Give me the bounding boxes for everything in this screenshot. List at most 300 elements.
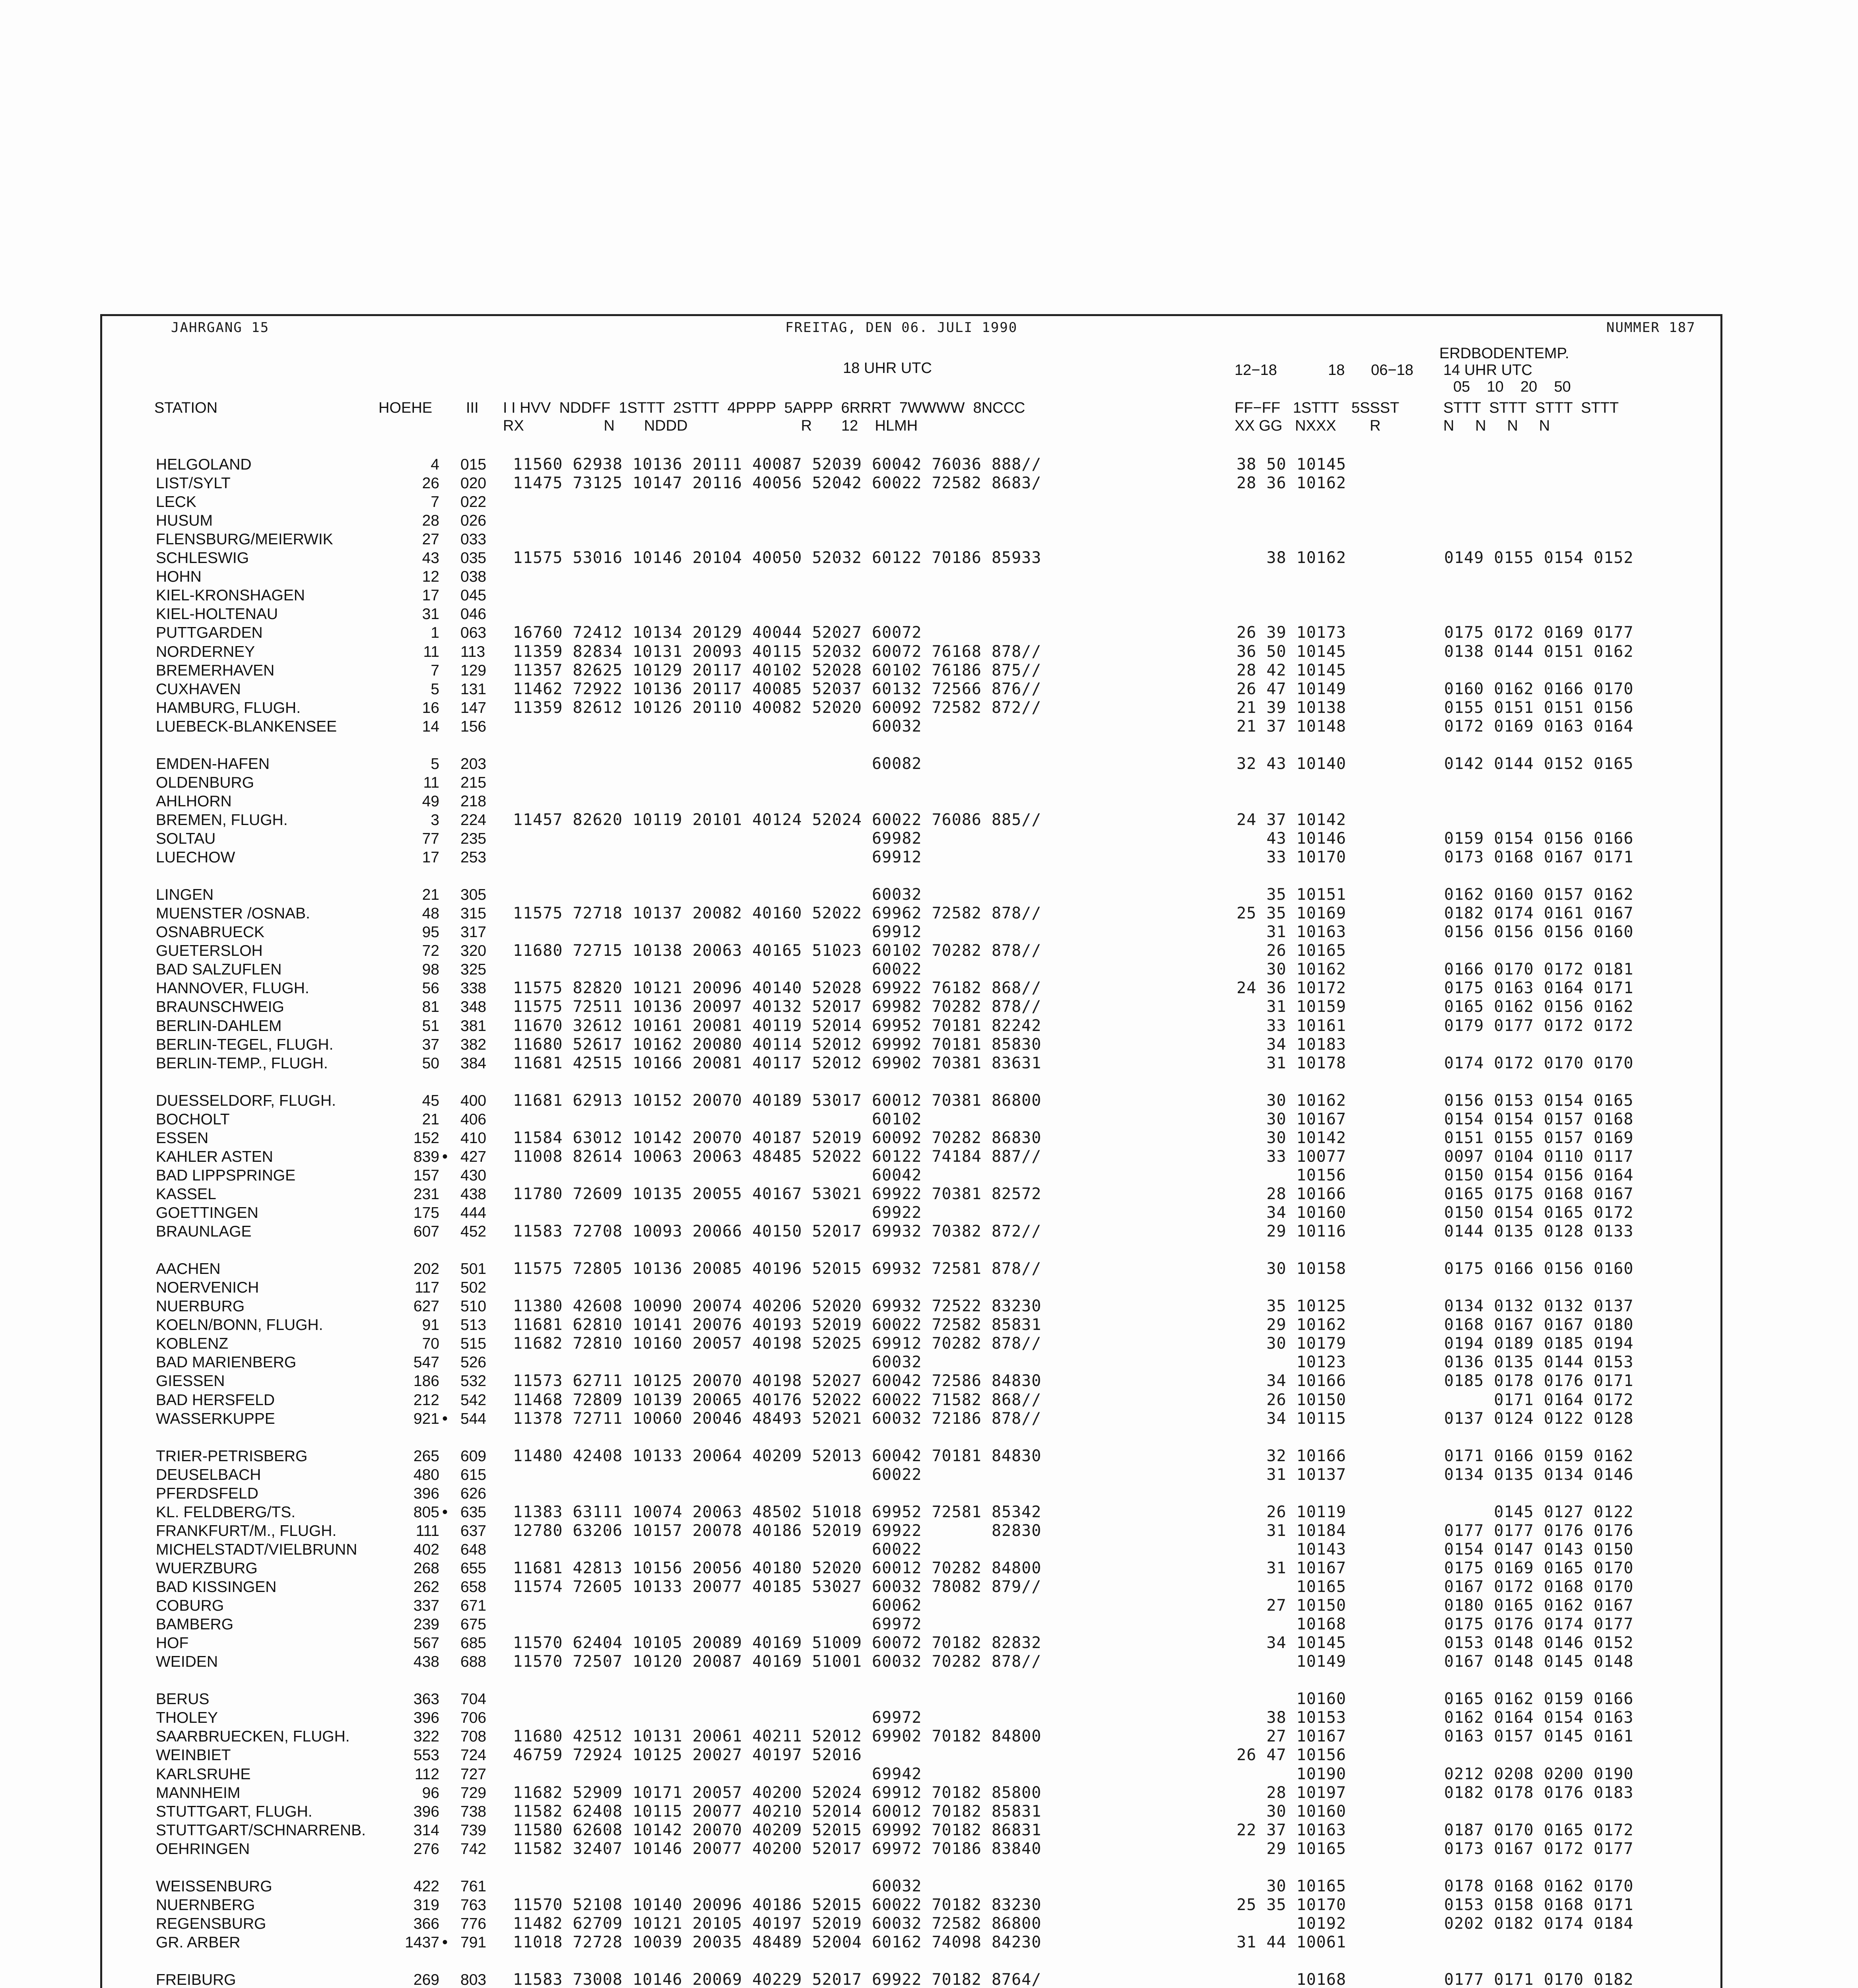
table-row <box>0 1447 1858 1466</box>
extra-groups: 30 10162 <box>1237 1091 1346 1110</box>
table-row <box>0 792 1858 811</box>
table-row <box>0 1971 1858 1988</box>
table-row <box>0 1260 1858 1278</box>
table-row <box>0 493 1858 511</box>
soil-temperatures: 0144 0135 0128 0133 <box>1444 1222 1634 1241</box>
station-index: 729 <box>460 1784 487 1802</box>
station-index: 727 <box>460 1765 487 1783</box>
soil-temperatures: 0155 0151 0151 0156 <box>1444 698 1634 717</box>
station-height: 269 <box>413 1971 439 1988</box>
soil-temperatures: 0173 0167 0172 0177 <box>1444 1839 1634 1858</box>
table-row <box>0 1634 1858 1652</box>
station-index: 129 <box>460 662 487 679</box>
extra-groups: 10156 <box>1237 1166 1346 1184</box>
station-index: 381 <box>460 1017 487 1035</box>
extra-groups: 26 39 10173 <box>1237 623 1346 642</box>
station-height: 7 <box>431 493 439 511</box>
soil-temperatures: 0097 0104 0110 0117 <box>1444 1147 1634 1166</box>
extra-groups: 43 10146 <box>1237 829 1346 848</box>
station-index: 022 <box>460 493 487 511</box>
station-index: 615 <box>460 1466 487 1483</box>
synop-groups: 11468 72809 10139 20065 40176 52022 60022 71582 868// <box>513 1390 1042 1409</box>
station-name: OEHRINGEN <box>156 1840 250 1858</box>
station-height: 96 <box>422 1784 439 1802</box>
synop-groups: 11574 72605 10133 20077 40185 53027 60032 78082 879// <box>513 1578 1042 1596</box>
synop-groups: 11482 62709 10121 20105 40197 52019 60032 72582 86800 <box>513 1914 1042 1933</box>
station-name: BAD KISSINGEN <box>156 1578 277 1596</box>
station-index: 544 <box>460 1410 487 1427</box>
station-height: 48 <box>422 905 439 922</box>
extra-groups: 21 37 10148 <box>1237 717 1346 736</box>
table-row <box>0 829 1858 848</box>
station-name: WUERZBURG <box>156 1559 258 1577</box>
extra-groups: 10168 <box>1237 1615 1346 1634</box>
station-height: 366 <box>413 1915 439 1932</box>
station-name: HOHN <box>156 568 202 586</box>
synop-groups: 60032 <box>513 717 922 736</box>
table-row <box>0 530 1858 549</box>
station-name: KIEL-KRONSHAGEN <box>156 587 305 604</box>
station-index: 542 <box>460 1391 487 1409</box>
synop-groups: 60032 <box>513 1353 922 1372</box>
extra-groups: 22 37 10163 <box>1237 1821 1346 1839</box>
soil-temperatures: 0142 0144 0152 0165 <box>1444 754 1634 773</box>
soil-temperatures: 0175 0163 0164 0171 <box>1444 979 1634 998</box>
synop-groups: 11359 82612 10126 20110 40082 52020 60092 72582 872// <box>513 698 1042 717</box>
soil-temperatures: 0151 0155 0157 0169 <box>1444 1128 1634 1147</box>
station-index: 501 <box>460 1260 487 1278</box>
station-name: DUESSELDORF, FLUGH. <box>156 1092 336 1109</box>
station-index: 738 <box>460 1803 487 1820</box>
soil-depths-label: 05 10 20 50 <box>1453 379 1571 395</box>
station-index: 635 <box>460 1503 487 1521</box>
group-codes-subheader: RX N NDDD R 12 HLMH <box>503 417 918 434</box>
table-row <box>0 643 1858 661</box>
soil-temperatures: 0154 0147 0143 0150 <box>1444 1540 1634 1559</box>
extra-groups: 29 10165 <box>1237 1839 1346 1858</box>
station-height: 402 <box>413 1541 439 1558</box>
station-height: 438 <box>413 1653 439 1671</box>
extra-groups: 38 10162 <box>1237 549 1346 567</box>
station-index: 045 <box>460 587 487 604</box>
mid-codes-subheader: XX GG NXXX R <box>1235 417 1381 434</box>
station-index: 444 <box>460 1204 487 1221</box>
extra-groups: 28 42 10145 <box>1237 661 1346 679</box>
station-name: BAD HERSFELD <box>156 1391 275 1409</box>
synop-groups: 69942 <box>513 1765 922 1783</box>
soil-temperatures: 0153 0158 0168 0171 <box>1444 1895 1634 1914</box>
station-name: AACHEN <box>156 1260 221 1278</box>
synop-groups: 11682 72810 10160 20057 40198 52025 69912 70282 878// <box>513 1334 1042 1353</box>
soil-temperatures: 0138 0144 0151 0162 <box>1444 642 1634 661</box>
soil-temperatures: 0187 0170 0165 0172 <box>1444 1821 1634 1839</box>
station-index: 338 <box>460 980 487 997</box>
period-1218-label: 12−18 <box>1235 362 1277 379</box>
station-index: 015 <box>460 456 487 473</box>
extra-groups: 26 47 10149 <box>1237 679 1346 698</box>
station-name: FREIBURG <box>156 1971 236 1988</box>
table-row <box>0 1652 1858 1671</box>
station-index: 406 <box>460 1110 487 1128</box>
station-index: 452 <box>460 1223 487 1241</box>
extra-groups: 30 10158 <box>1237 1260 1346 1278</box>
station-index: 658 <box>460 1578 487 1596</box>
soil-temperatures: 0137 0124 0122 0128 <box>1444 1409 1634 1428</box>
table-row <box>0 1708 1858 1727</box>
station-index: 637 <box>460 1522 487 1540</box>
station-height: 1437 <box>405 1934 439 1951</box>
station-height: 3 <box>431 811 439 829</box>
table-row <box>0 1690 1858 1708</box>
station-name: BERUS <box>156 1691 210 1708</box>
table-row <box>0 1746 1858 1765</box>
station-height: 276 <box>413 1840 439 1858</box>
table-row <box>0 1278 1858 1297</box>
soil-temperatures: 0165 0162 0159 0166 <box>1444 1690 1634 1708</box>
synop-groups: 60082 <box>513 754 922 773</box>
table-row <box>0 1166 1858 1185</box>
station-index: 502 <box>460 1279 487 1297</box>
soil-temperatures: 0178 0168 0162 0170 <box>1444 1877 1634 1895</box>
soil-temperatures: 0173 0168 0167 0171 <box>1444 848 1634 867</box>
extra-groups: 32 43 10140 <box>1237 754 1346 773</box>
station-index: 063 <box>460 624 487 642</box>
extra-groups: 10160 <box>1237 1690 1346 1708</box>
station-height: 91 <box>422 1316 439 1334</box>
station-index: 776 <box>460 1915 487 1932</box>
station-name: COBURG <box>156 1597 224 1615</box>
station-index: 253 <box>460 849 487 866</box>
erdboden-label: ERDBODENTEMP. <box>1439 345 1569 362</box>
table-row <box>0 549 1858 567</box>
station-index: 215 <box>460 774 487 791</box>
synop-groups: 11575 53016 10146 20104 40050 52032 60122 70186 85933 <box>513 549 1042 567</box>
station-height: 17 <box>422 849 439 866</box>
synop-groups: 11570 62404 10105 20089 40169 51009 60072 70182 82832 <box>513 1634 1042 1652</box>
extra-groups: 30 10162 <box>1237 960 1346 979</box>
soil-temperatures: 0156 0156 0156 0160 <box>1444 923 1634 942</box>
soil-temperatures: 0167 0148 0145 0148 <box>1444 1652 1634 1671</box>
station-name: BRAUNLAGE <box>156 1223 252 1241</box>
extra-groups: 34 10166 <box>1237 1372 1346 1390</box>
station-height: 70 <box>422 1335 439 1353</box>
station-index: 685 <box>460 1635 487 1652</box>
table-row <box>0 979 1858 998</box>
station-height: 81 <box>422 998 439 1016</box>
table-row <box>0 923 1858 942</box>
table-row <box>0 717 1858 736</box>
extra-groups: 33 10170 <box>1237 848 1346 867</box>
soil-temperatures: 0172 0169 0163 0164 <box>1444 717 1634 736</box>
station-height: 314 <box>413 1821 439 1839</box>
station-height: 28 <box>422 512 439 530</box>
station-height: 21 <box>422 1110 439 1128</box>
station-height: 51 <box>422 1017 439 1035</box>
soil-temperatures: 0165 0175 0168 0167 <box>1444 1184 1634 1203</box>
table-row <box>0 1297 1858 1316</box>
station-index: 046 <box>460 606 487 623</box>
synop-groups: 69922 <box>513 1204 922 1222</box>
station-index: 532 <box>460 1373 487 1390</box>
station-name: NOERVENICH <box>156 1279 259 1297</box>
station-index: 315 <box>460 905 487 922</box>
synop-groups: 11582 32407 10146 20077 40200 52017 69972 70186 83840 <box>513 1839 1042 1858</box>
station-height: 21 <box>422 886 439 904</box>
table-row <box>0 1316 1858 1334</box>
table-row <box>0 1409 1858 1428</box>
table-row <box>0 1765 1858 1784</box>
station-name: MUENSTER /OSNAB. <box>156 905 310 922</box>
soil-temperatures: 0174 0172 0170 0170 <box>1444 1054 1634 1072</box>
extra-groups: 38 50 10145 <box>1237 455 1346 474</box>
table-row <box>0 1466 1858 1484</box>
station-name: BAD SALZUFLEN <box>156 961 282 978</box>
station-name: HELGOLAND <box>156 456 252 473</box>
station-index: 131 <box>460 680 487 698</box>
station-height: 627 <box>413 1298 439 1315</box>
station-height: 322 <box>413 1728 439 1745</box>
synop-groups: 69982 <box>513 829 922 848</box>
station-index: 791 <box>460 1934 487 1951</box>
table-row <box>0 811 1858 829</box>
soil-temperatures: 0162 0164 0154 0163 <box>1444 1708 1634 1727</box>
extra-groups: 10143 <box>1237 1540 1346 1559</box>
soil-temperatures: 0177 0171 0170 0182 <box>1444 1971 1634 1988</box>
soil-temperatures: 0167 0172 0168 0170 <box>1444 1578 1634 1596</box>
station-name: BRAUNSCHWEIG <box>156 998 284 1016</box>
station-name: STUTTGART, FLUGH. <box>156 1803 313 1820</box>
station-name: WEINBIET <box>156 1747 231 1764</box>
station-name: KAHLER ASTEN <box>156 1148 273 1165</box>
station-name: HUSUM <box>156 512 213 530</box>
synop-groups: 11680 52617 10162 20080 40114 52012 69992 70181 85830 <box>513 1035 1042 1054</box>
synop-groups: 11359 82834 10131 20093 40115 52032 60072 76168 878// <box>513 642 1042 661</box>
extra-groups: 34 10115 <box>1237 1409 1346 1428</box>
station-height: 921 <box>413 1410 439 1427</box>
station-name: OSNABRUECK <box>156 924 265 941</box>
table-row <box>0 605 1858 623</box>
date-label: FREITAG, DEN 06. JULI 1990 <box>785 320 1018 336</box>
station-name: DEUSELBACH <box>156 1466 261 1483</box>
hoehe-column-header: HOEHE <box>379 400 433 416</box>
station-name: LIST/SYLT <box>156 475 231 492</box>
station-index: 218 <box>460 792 487 810</box>
station-name: KOELN/BONN, FLUGH. <box>156 1316 323 1334</box>
station-name: NORDERNEY <box>156 643 255 660</box>
station-name: KIEL-HOLTENAU <box>156 606 278 623</box>
station-index: 305 <box>460 886 487 904</box>
station-index: 427 <box>460 1148 487 1165</box>
table-row <box>0 998 1858 1016</box>
station-name: PFERDSFELD <box>156 1485 258 1502</box>
station-index: 348 <box>460 998 487 1016</box>
extra-groups: 21 39 10138 <box>1237 698 1346 717</box>
synop-groups: 11573 62711 10125 20070 40198 52027 60042 72586 84830 <box>513 1372 1042 1390</box>
table-row <box>0 511 1858 530</box>
soil-temperatures: 0154 0154 0157 0168 <box>1444 1110 1634 1128</box>
table-row <box>0 1017 1858 1035</box>
mid-codes-header: FF−FF 1STTT 5SSST <box>1235 400 1400 416</box>
synop-groups: 11480 42408 10133 20064 40209 52013 60042 70181 84830 <box>513 1446 1042 1465</box>
synop-groups: 11582 62408 10115 20077 40210 52014 60012 70182 85831 <box>513 1802 1042 1821</box>
station-height: 14 <box>422 718 439 735</box>
station-index: 515 <box>460 1335 487 1353</box>
station-height: 16 <box>422 699 439 716</box>
extra-groups: 29 10116 <box>1237 1222 1346 1241</box>
table-row <box>0 1222 1858 1241</box>
station-name: THOLEY <box>156 1709 218 1727</box>
table-row <box>0 755 1858 773</box>
table-row <box>0 1129 1858 1147</box>
station-index: 020 <box>460 475 487 492</box>
synop-groups: 11680 42512 10131 20061 40211 52012 69902 70182 84800 <box>513 1727 1042 1746</box>
synop-groups: 11575 72511 10136 20097 40132 52017 69982 70282 878// <box>513 998 1042 1016</box>
station-index: 438 <box>460 1185 487 1203</box>
station-height: 268 <box>413 1559 439 1577</box>
station-height: 37 <box>422 1036 439 1053</box>
station-name: LECK <box>156 493 196 511</box>
station-index: 156 <box>460 718 487 735</box>
synop-groups: 11357 82625 10129 20117 40102 52028 60102 76186 875// <box>513 661 1042 679</box>
synop-groups: 11560 62938 10136 20111 40087 52039 60042 76036 888// <box>513 455 1042 474</box>
table-row <box>0 1091 1858 1110</box>
extra-groups: 10192 <box>1237 1914 1346 1933</box>
soil-temperatures: 0150 0154 0156 0164 <box>1444 1166 1634 1184</box>
station-index: 035 <box>460 549 487 567</box>
extra-groups: 35 10151 <box>1237 885 1346 904</box>
station-name: WEIDEN <box>156 1653 218 1671</box>
station-name: BERLIN-DAHLEM <box>156 1017 282 1035</box>
soil-temperatures: 0162 0160 0157 0162 <box>1444 885 1634 904</box>
synop-groups: 60022 <box>513 960 922 979</box>
station-index: 706 <box>460 1709 487 1727</box>
soil-temperatures: 0171 0166 0159 0162 <box>1444 1446 1634 1465</box>
table-row <box>0 960 1858 979</box>
soil-temperatures: 0165 0162 0156 0162 <box>1444 998 1634 1016</box>
table-row <box>0 1821 1858 1840</box>
extra-groups: 10168 <box>1237 1971 1346 1988</box>
synop-groups: 11378 72711 10060 20046 48493 52021 60032 72186 878// <box>513 1409 1042 1428</box>
station-name: BAD MARIENBERG <box>156 1354 297 1371</box>
soil-temperatures: 0145 0127 0122 <box>1444 1503 1634 1521</box>
station-index: 382 <box>460 1036 487 1053</box>
station-height: 43 <box>422 549 439 567</box>
station-index: 739 <box>460 1821 487 1839</box>
extra-groups: 10190 <box>1237 1765 1346 1783</box>
table-row <box>0 1802 1858 1821</box>
extra-groups: 26 10165 <box>1237 942 1346 960</box>
station-index: 648 <box>460 1541 487 1558</box>
soil-temperatures: 0159 0154 0156 0166 <box>1444 829 1634 848</box>
soil-temperatures: 0182 0174 0161 0167 <box>1444 904 1634 923</box>
station-index: 704 <box>460 1691 487 1708</box>
station-name: LUEBECK-BLANKENSEE <box>156 718 337 735</box>
synop-groups: 60062 <box>513 1596 922 1615</box>
station-name: KARLSRUHE <box>156 1765 251 1783</box>
extra-groups: 29 10162 <box>1237 1316 1346 1334</box>
iii-column-header: III <box>466 400 479 416</box>
soil-temperatures: 0156 0153 0154 0165 <box>1444 1091 1634 1110</box>
station-height: 175 <box>413 1204 439 1221</box>
station-index: 026 <box>460 512 487 530</box>
table-row <box>0 848 1858 867</box>
extra-groups: 28 36 10162 <box>1237 474 1346 493</box>
table-row <box>0 680 1858 699</box>
station-name: BREMEN, FLUGH. <box>156 811 288 829</box>
synop-groups: 46759 72924 10125 20027 40197 52016 <box>513 1746 862 1765</box>
synop-groups: 11681 42515 10166 20081 40117 52012 69902 70381 83631 <box>513 1054 1042 1072</box>
station-index: 724 <box>460 1747 487 1764</box>
mountain-station-mark: • <box>442 1503 448 1521</box>
synop-groups: 11462 72922 10136 20117 40085 52037 60132 72566 876// <box>513 679 1042 698</box>
soil-temperatures: 0160 0162 0166 0170 <box>1444 679 1634 698</box>
station-height: 396 <box>413 1709 439 1727</box>
station-index: 803 <box>460 1971 487 1988</box>
station-name: GUETERSLOH <box>156 942 263 960</box>
synop-groups: 11575 72805 10136 20085 40196 52015 69932 72581 878// <box>513 1260 1042 1278</box>
station-name: SOLTAU <box>156 830 216 847</box>
table-row <box>0 1578 1858 1596</box>
synop-groups: 11575 82820 10121 20096 40140 52028 69922 76182 868// <box>513 979 1042 998</box>
station-height: 7 <box>431 662 439 679</box>
table-row <box>0 773 1858 792</box>
station-name: KL. FELDBERG/TS. <box>156 1503 296 1521</box>
station-name: GOETTINGEN <box>156 1204 258 1221</box>
station-height: 319 <box>413 1896 439 1914</box>
station-height: 26 <box>422 475 439 492</box>
table-row <box>0 1391 1858 1409</box>
soil-temperatures: 0202 0182 0174 0184 <box>1444 1914 1634 1933</box>
extra-groups: 31 10137 <box>1237 1465 1346 1484</box>
extra-groups: 30 10179 <box>1237 1334 1346 1353</box>
extra-groups: 25 35 10170 <box>1237 1895 1346 1914</box>
table-row <box>0 455 1858 474</box>
station-height: 262 <box>413 1578 439 1596</box>
mountain-station-mark: • <box>442 1147 448 1165</box>
station-name: AHLHORN <box>156 792 232 810</box>
station-index: 763 <box>460 1896 487 1914</box>
table-row <box>0 567 1858 586</box>
station-height: 212 <box>413 1391 439 1409</box>
extra-groups: 32 10166 <box>1237 1446 1346 1465</box>
soil-temperatures: 0166 0170 0172 0181 <box>1444 960 1634 979</box>
station-index: 224 <box>460 811 487 829</box>
soil-codes-subheader: N N N N <box>1443 417 1550 434</box>
synop-groups: 60032 <box>513 885 922 904</box>
station-name: NUERBURG <box>156 1298 245 1315</box>
table-row <box>0 1372 1858 1390</box>
table-row <box>0 1596 1858 1615</box>
table-row <box>0 1035 1858 1054</box>
synop-groups: 11583 72708 10093 20066 40150 52017 69932 70382 872// <box>513 1222 1042 1241</box>
table-row <box>0 1615 1858 1634</box>
station-name: HAMBURG, FLUGH. <box>156 699 301 716</box>
station-name: WEISSENBURG <box>156 1877 272 1895</box>
synop-groups: 11681 62913 10152 20070 40189 53017 60012 70381 86800 <box>513 1091 1042 1110</box>
period-18-label: 18 <box>1328 362 1345 379</box>
synop-groups: 60102 <box>513 1110 922 1128</box>
extra-groups: 34 10160 <box>1237 1204 1346 1222</box>
station-name: HOF <box>156 1635 189 1652</box>
soil-temperatures: 0134 0132 0132 0137 <box>1444 1297 1634 1316</box>
station-index: 384 <box>460 1054 487 1072</box>
table-row <box>0 623 1858 642</box>
station-height: 5 <box>431 680 439 698</box>
station-name: BAMBERG <box>156 1616 234 1633</box>
station-height: 11 <box>423 774 439 791</box>
extra-groups: 31 44 10061 <box>1237 1933 1346 1951</box>
station-height: 27 <box>422 531 439 548</box>
